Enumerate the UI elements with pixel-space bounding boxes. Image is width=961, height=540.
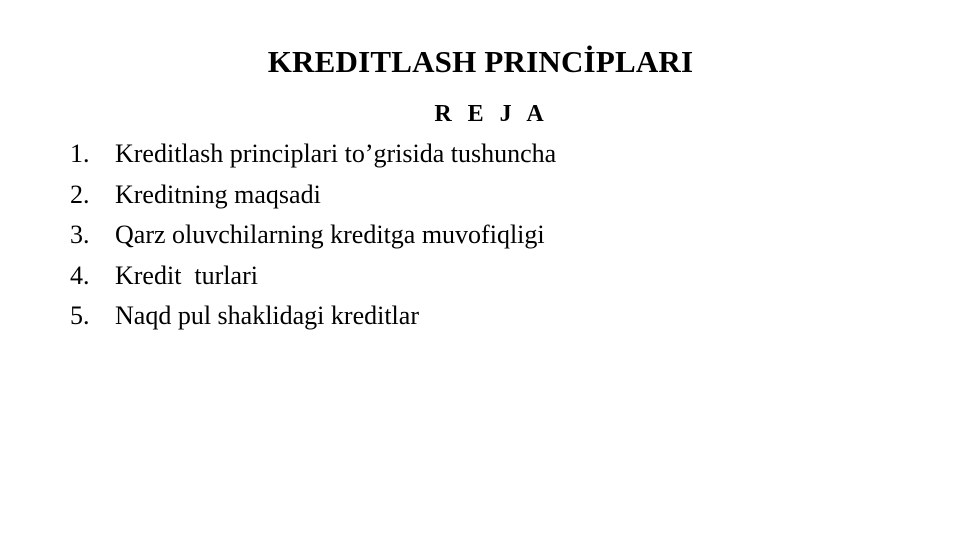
list-item-number: 1. (70, 139, 90, 168)
list-item-number: 3. (70, 220, 90, 249)
list-item (70, 218, 556, 259)
plan-list (70, 137, 556, 340)
list-item (70, 137, 556, 178)
list-item-number: 2. (70, 179, 90, 209)
slide-title: KREDITLASH PRINCİPLARI (267, 44, 694, 79)
list-item-text: Naqd pul shaklidagi kreditlar (115, 301, 419, 330)
list-item-number: 4. (70, 260, 90, 290)
list-item-text: Kredit turlari (115, 260, 258, 290)
slide-subtitle: R E J A (434, 101, 549, 127)
list-item-text: Kreditlash principlari to’grisida tushuncha (115, 139, 557, 168)
list-item-text: Kreditning maqsadi (115, 179, 321, 209)
list-item (70, 299, 556, 340)
list-item (70, 178, 556, 219)
list-item-text: Qarz oluvchilarning kreditga muvofiqligi (115, 220, 545, 249)
list-item (70, 259, 556, 300)
list-item-number: 5. (70, 301, 90, 330)
